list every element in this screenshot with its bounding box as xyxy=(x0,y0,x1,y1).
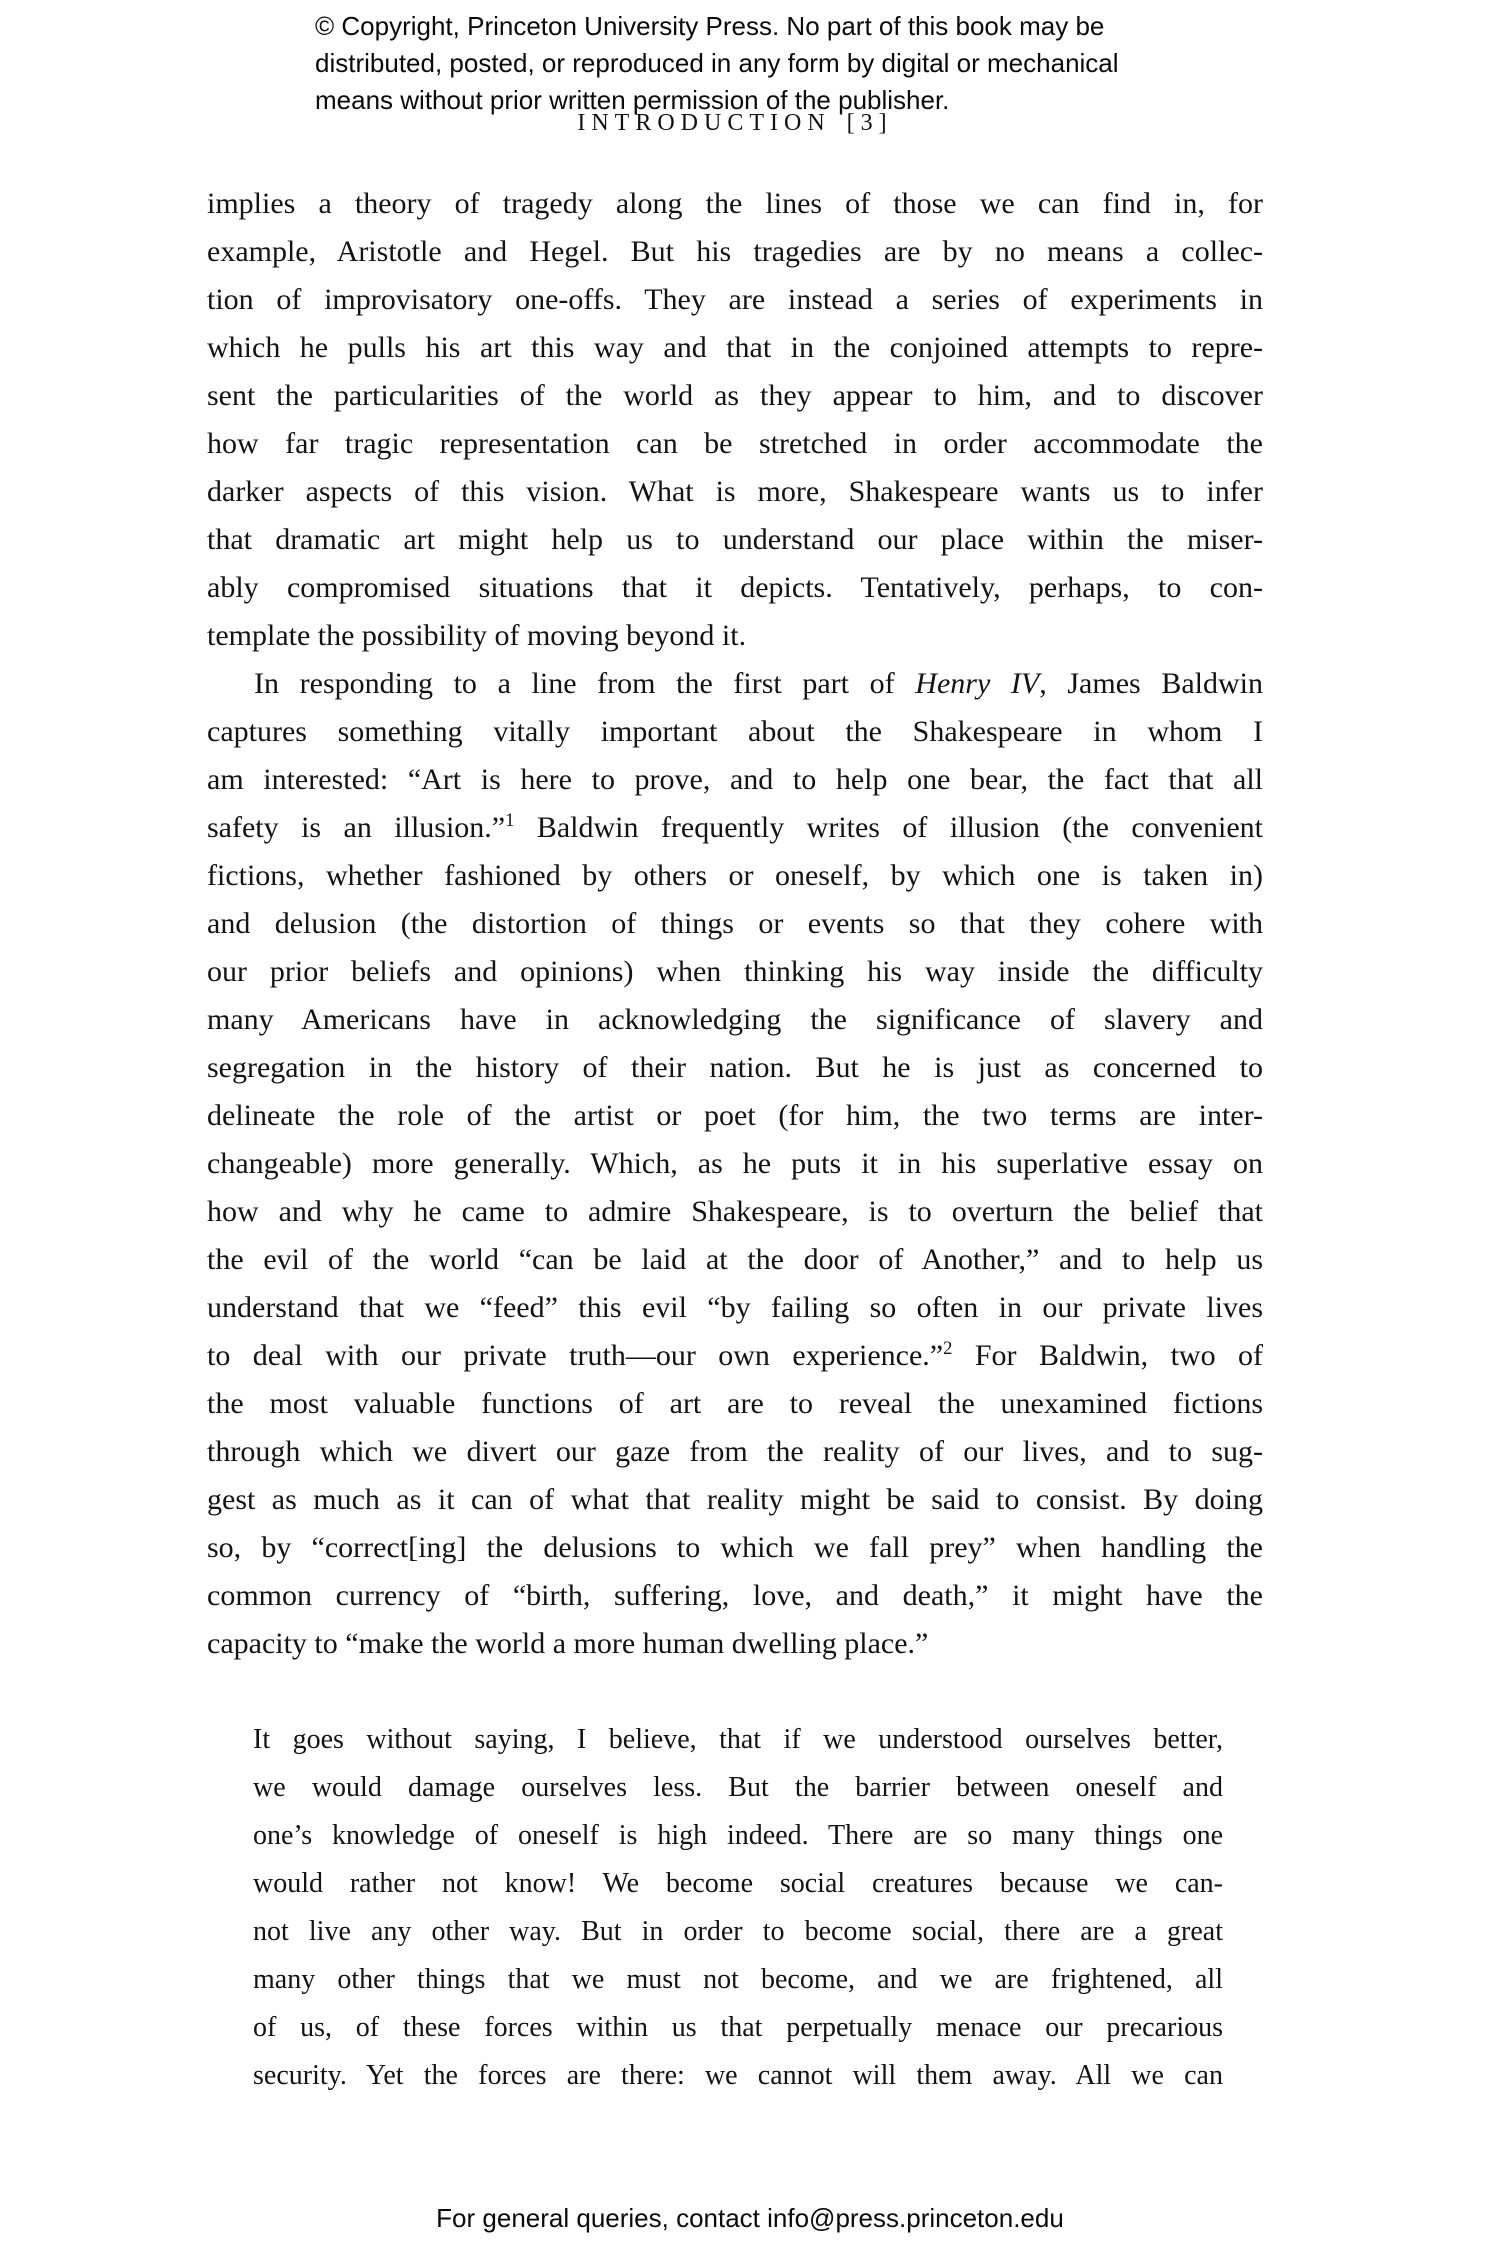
copyright-line: © Copyright, Princeton University Press. No part of this book may be xyxy=(315,11,1105,41)
text-line: captures something vitally important about the Shakespeare in whom I xyxy=(207,715,1263,748)
text-line: implies a theory of tragedy along the lines of those we can find in, for xyxy=(207,187,1263,220)
chapter-title: INTRODUCTION xyxy=(577,110,831,136)
paragraph xyxy=(207,660,1263,1668)
text-line: we would damage ourselves less. But the barrier between oneself and xyxy=(253,1772,1223,1803)
text-line: one’s knowledge of oneself is high indeed. There are so many things one xyxy=(253,1820,1223,1851)
text-line: tion of improvisatory one-offs. They are instead a series of experiments in xyxy=(207,283,1263,316)
copyright-line: means without prior written permission of the publisher. xyxy=(315,85,950,115)
text-line: not live any other way. But in order to become social, there are a great xyxy=(253,1916,1223,1947)
block-quote xyxy=(253,1716,1223,2100)
text-line: the evil of the world “can be laid at the door of Another,” and to help us xyxy=(207,1243,1263,1276)
text-segment: In responding to a line from the first part of xyxy=(254,667,916,700)
copyright-line: distributed, posted, or reproduced in any form by digital or mechanical xyxy=(315,48,1119,78)
text-line: through which we divert our gaze from the reality of our lives, and to sug- xyxy=(207,1435,1263,1468)
text-line: am interested: “Art is here to prove, and to help one bear, the fact that all xyxy=(207,763,1263,796)
text-line: the most valuable functions of art are to reveal the unexamined fictions xyxy=(207,1387,1263,1420)
page-number: [3] xyxy=(846,110,893,136)
text-line: security. Yet the forces are there: we cannot will them away. All we can xyxy=(253,2060,1223,2091)
text-line: It goes without saying, I believe, that if we understood ourselves better, xyxy=(253,1724,1223,1755)
footer-note: For general queries, contact info@press.princeton.edu xyxy=(436,2203,1064,2233)
text-line: many Americans have in acknowledging the significance of slavery and xyxy=(207,1003,1263,1036)
paragraph xyxy=(207,180,1263,660)
text-line: understand that we “feed” this evil “by failing so often in our private lives xyxy=(207,1291,1263,1324)
text-line: delineate the role of the artist or poet (for him, the two terms are inter- xyxy=(207,1099,1263,1132)
italic-text: Henry IV xyxy=(915,667,1040,700)
text-line: example, Aristotle and Hegel. But his tragedies are by no means a collec- xyxy=(207,235,1263,268)
text-line: that dramatic art might help us to understand our place within the miser- xyxy=(207,523,1263,556)
text-line: ably compromised situations that it depicts. Tentatively, perhaps, to con- xyxy=(207,571,1263,604)
text-segment: Baldwin frequently writes of illusion (the convenient xyxy=(514,811,1263,844)
text-line: darker aspects of this vision. What is more, Shakespeare wants us to infer xyxy=(207,475,1263,508)
text-line xyxy=(207,1332,1263,1380)
text-line: segregation in the history of their nation. But he is just as concerned to xyxy=(207,1051,1263,1084)
text-line: gest as much as it can of what that reality might be said to consist. By doing xyxy=(207,1483,1263,1516)
text-line: common currency of “birth, suffering, love, and death,” it might have the xyxy=(207,1579,1263,1612)
text-line: which he pulls his art this way and that in the conjoined attempts to repre- xyxy=(207,331,1263,364)
text-line: template the possibility of moving beyond it. xyxy=(207,619,747,652)
text-line xyxy=(207,660,1263,708)
text-line: would rather not know! We become social creatures because we can- xyxy=(253,1868,1223,1899)
text-segment: to deal with our private truth—our own experience.” xyxy=(207,1339,944,1372)
text-line: how and why he came to admire Shakespeare, is to overturn the belief that xyxy=(207,1195,1263,1228)
text-line: how far tragic representation can be stretched in order accommodate the xyxy=(207,427,1263,460)
text-line: fictions, whether fashioned by others or oneself, by which one is taken in) xyxy=(207,859,1263,892)
text-segment: For Baldwin, two of xyxy=(952,1339,1264,1372)
running-header xyxy=(207,110,1263,137)
text-line: our prior beliefs and opinions) when thinking his way inside the difficulty xyxy=(207,955,1263,988)
text-segment: safety is an illusion.” xyxy=(207,811,506,844)
footnote-marker: 1 xyxy=(505,810,515,831)
text-line: of us, of these forces within us that perpetually menace our precarious xyxy=(253,2012,1223,2043)
text-line: so, by “correct[ing] the delusions to which we fall prey” when handling the xyxy=(207,1531,1263,1564)
text-segment: , James Baldwin xyxy=(1039,667,1263,700)
footnote-marker: 2 xyxy=(943,1338,953,1359)
text-line xyxy=(207,804,1263,852)
text-line: sent the particularities of the world as they appear to him, and to discover xyxy=(207,379,1263,412)
copyright-notice xyxy=(315,8,1119,119)
text-line: capacity to “make the world a more human dwelling place.” xyxy=(207,1627,929,1660)
body-text xyxy=(207,180,1263,2100)
text-line: and delusion (the distortion of things or events so that they cohere with xyxy=(207,907,1263,940)
text-line: many other things that we must not become, and we are frightened, all xyxy=(253,1964,1223,1995)
text-line: changeable) more generally. Which, as he puts it in his superlative essay on xyxy=(207,1147,1263,1180)
